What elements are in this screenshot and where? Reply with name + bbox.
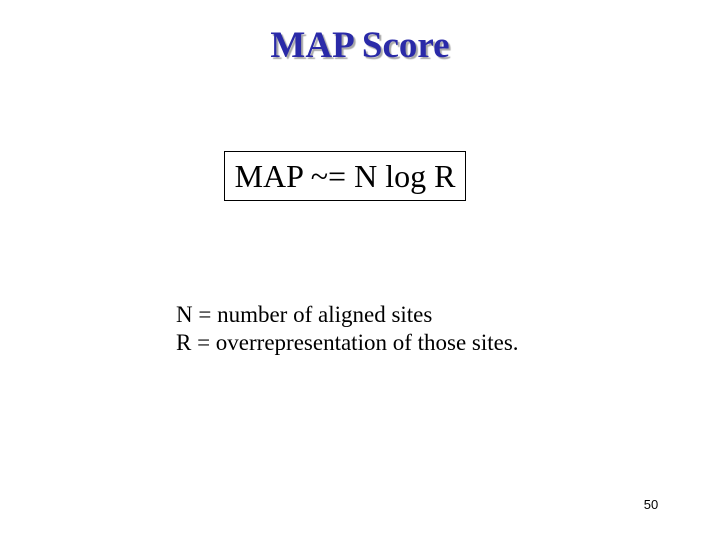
definition-r: R = overrepresentation of those sites. xyxy=(176,330,519,355)
formula-text: MAP ~= N log R xyxy=(234,158,456,194)
definition-n: N = number of aligned sites xyxy=(176,302,433,327)
definitions-list xyxy=(176,301,519,357)
formula-box xyxy=(224,151,466,201)
slide-title: MAP Score xyxy=(270,25,450,66)
slide-number: 50 xyxy=(643,497,659,512)
